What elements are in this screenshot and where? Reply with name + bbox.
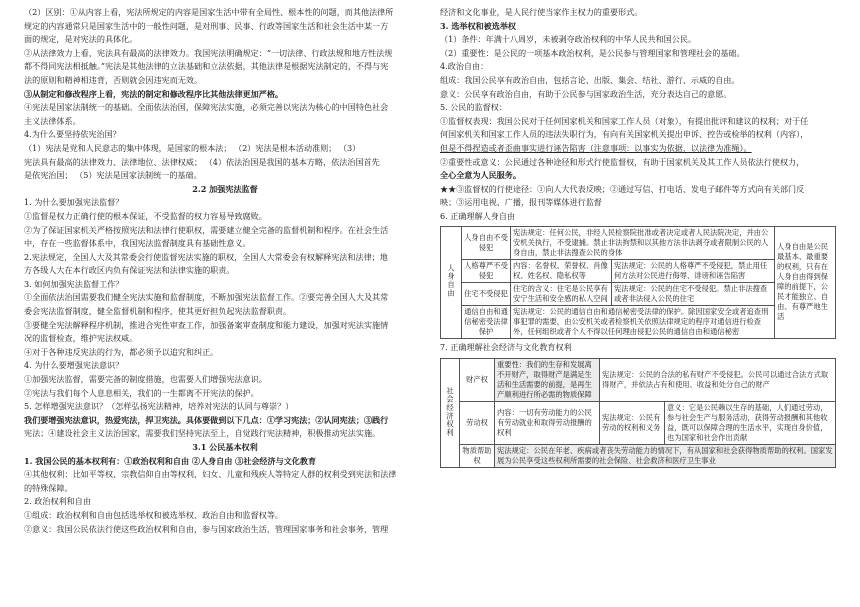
table-cell: 人格尊严不受侵犯 [462, 259, 511, 282]
text-line: 1. 为什么要加强宪法监督？ [24, 197, 124, 208]
text-line: ①组成：政治权利和自由包括选举权和被选举权、政治自由和监督权等。 [24, 509, 284, 520]
text-line: 宪法；④建设社会主义法治国家，需要我们坚持宪法至上，自觉践行宪法精神，积极推动宪法实施。 [24, 428, 381, 439]
text-line: 规定的内容通常只是国家生活中的一般性问题，是对刑事、民事、行政等国家生活和社会生活中某一方 [24, 20, 389, 31]
personal-freedom-table [440, 226, 836, 339]
table-cell: 劳动权 [460, 402, 495, 445]
text-line: 意义：公民享有政治自由，有助于公民参与国家政治生活，充分表达自己的意愿。 [440, 88, 732, 99]
table-cell: 宪法规定：公民的合法的私有财产不受侵犯。公民可以通过合法方式取得财产，并依法占有和使用、收益和处分自己的财产 [600, 359, 836, 402]
table-cell: 宪法规定：公民有劳动的权利和义务 [600, 402, 665, 445]
text-line: 的特殊保障。 [24, 482, 73, 493]
table-cell: 重要性：我们的生存和发展离不开财产，取得财产是满足生活和生活需要的前提，是再生产顺利进行所必需的物质保障 [495, 359, 600, 402]
text-line: ④其他权利：比如平等权、宗教信仰自由等权利，妇女、儿童和残疾人等特定人群的权利受到宪法和法律 [24, 469, 397, 480]
text-line: 全心全意为人民服务。 [440, 170, 521, 181]
text-line: ②意义：我国公民依法行使这些政治权利和自由，参与国家政治生活，管理国家事务和社会事务，管理 [24, 523, 389, 534]
table-cell: 内容：名誉权、荣誉权、肖像权、姓名权、隐私权等 [511, 259, 612, 282]
text-line: 6. 正确理解人身自由 [440, 210, 516, 221]
text-line: 4.为什么要坚持依宪治国？ [24, 129, 121, 140]
text-line: 映；③运用电视、广播，报刊等媒体进行监督 [440, 197, 602, 208]
text-line: ②为了保证国家机关严格按照宪法和法律行使职权，需要建立健全完备的监督机制和程序。在社会生活 [24, 224, 389, 235]
table-cell: 财产权 [460, 359, 495, 402]
text-line: 组成：我国公民享有政治自由，包括言论、出版、集会、结社、游行、示威的自由。 [440, 74, 740, 85]
text-line: 主义法律体系。 [24, 115, 81, 126]
table-note: 人身自由是公民最基本、最重要的权利，只有在人身自由得到保障的前提下，公民才能独立、自由、有尊严地生活 [775, 226, 836, 338]
text-line: 都不得同宪法相抵触。”宪法是其他法律的立法基础和立法依据，其他法律是根据宪法制定的，不得与宪 [24, 61, 389, 72]
text-line: （2）区别：①从内容上看，宪法所规定的内容是国家生活中带有全局性、根本性的问题，而其他法律所 [24, 7, 394, 17]
table-cell: 内容：一切有劳动能力的公民有劳动就业和取得劳动报酬的权利 [495, 402, 600, 445]
text-line: 3. 选举权和被选举权 [440, 20, 517, 31]
text-line: 4. 为什么要增强宪法意识？ [24, 360, 124, 371]
text-line: ①加强宪法监督，需要完备的制度措施，也需要人们增强宪法意识。 [24, 374, 267, 385]
text-line: （1）宪法是党和人民意志的集中体现，是国家的根本法； （2）宪法是根本活动准则； （3） [24, 142, 361, 153]
text-line: 方各级人大在本行政区内负有保证宪法和法律实施的职责。 [24, 265, 235, 276]
text-line: 但是不得捏造或者歪曲事实进行诬告陷害（注意事项：以事实为依据，以法律为准绳）。 [440, 142, 752, 153]
text-line: ②重要性或意义：公民通过各种途径和形式行使监督权，有助于国家机关及其工作人员依法行使权力， [440, 156, 805, 167]
text-line: 1. 我国公民的基本权利有：①政治权利和自由 ②人身自由 ③社会经济与文化教育 [24, 455, 317, 466]
text-line: 4.政治自由： [440, 61, 489, 72]
text-line: 5. 怎样增强宪法意识？（怎样弘扬宪法精神，培养对宪法的认同与尊崇？） [24, 401, 294, 412]
table-cell: 宪法规定：公民的人格尊严不受侵犯，禁止用任何方法对公民进行侮辱、诽谤和诬告陷害 [612, 259, 775, 282]
table-cell: 住宅不受侵犯 [462, 282, 511, 305]
table-cell: 意义：它是公民赖以生存的基础，人们通过劳动，参与社会生产与服务活动，获得劳动报酬和其他收益，既可以保障合理的生活水平，实现自身价值，也为国家和社会作出贡献 [665, 402, 836, 445]
table-cell: 通信自由和通信秘密受法律保护 [462, 305, 511, 338]
left-column [24, 6, 426, 536]
table-cell: 宪法规定：公民的通信自由和通信秘密受法律的保护。除因国家安全或者追查刑事犯罪的需要，由公安机关或者检察机关依照法律规定的程序对通信进行检查外，任何组织或者个人不得以任何理由侵犯公民的通信自由和通信秘密 [511, 305, 775, 338]
text-line: ③要健全宪法解释程序机制，推进合宪性审查工作，加强备案审查制度和能力建设，加强对宪法实施情 [24, 319, 389, 330]
text-line: （2）重要性：是公民的一项基本政治权利，是公民参与管理国家和管理社会的基础。 [440, 47, 745, 58]
table-cell: 人身自由不受侵犯 [462, 226, 511, 259]
text-line: 2. 政治权利和自由 [24, 496, 91, 507]
text-line: ④对于各种违反宪法的行为，都必须予以追究和纠正。 [24, 346, 219, 357]
economic-rights-table [440, 358, 836, 468]
text-line: 宪法具有最高的法律效力、法律地位、法律权威； （4）依法治国是我国的基本方略，依法治国首先 [24, 156, 380, 167]
text-line: 委会宪法监督制度，健全监督机制和程序，使其更好担负起宪法监督职责。 [24, 306, 292, 317]
text-line: 7. 正确理解社会经济与文化教育权利 [440, 341, 572, 352]
text-line: ②从法律效力上看，宪法具有最高的法律效力。我国宪法明确规定：“一切法律、行政法规和地方性法规 [24, 47, 393, 58]
section-heading: 2.2 加强宪法监督 [192, 183, 258, 194]
text-line: ①全面依法治国需要我们健全宪法实施和监督制度，不断加强宪法监督工作。②要完善全国人大及其常 [24, 292, 389, 303]
table-side-label: 社会经济权利 [446, 386, 455, 437]
table-cell: 宪法规定：公民在年老、疾病或者丧失劳动能力的情况下，有从国家和社会获得物质帮助的权利。国家发展为公民享受这些权利所需要的社会保险、社会救济和医疗卫生事业 [495, 445, 836, 468]
table-cell: 宪法规定：任何公民，非经人民检察院批准或者决定或者人民法院决定，并由公安机关执行，不受逮捕。禁止非法拘禁和以其他方法非法剥夺或者限制公民的人身自由，禁止非法搜查公民的身体 [511, 226, 775, 259]
text-line: ③从制定和修改程序上看，宪法的制定和修改程序比其他法律更加严格。 [24, 88, 284, 99]
text-line: 经济和文化事业，是人民行使当家作主权力的重要形式。 [440, 7, 643, 17]
text-line: （1）条件：年满十八周岁，未被剥夺政治权利的中华人民共和国公民。 [440, 34, 697, 45]
text-line: ①监督是权力正确行使的根本保证，不受监督的权力容易导致腐败。 [24, 210, 267, 221]
text-line: 何国家机关和国家工作人员的违法失职行为，有向有关国家机关提出申诉、控告或检举的权利（内容）， [440, 129, 809, 140]
text-line: 3. 如何加强宪法监督工作？ [24, 278, 124, 289]
table-cell: 宪法规定：公民的住宅不受侵犯。禁止非法搜查或者非法侵入公民的住宅 [612, 282, 775, 305]
table-cell: 住宅的含义：住宅是公民享有安宁生活和安全感的私人空间 [511, 282, 612, 305]
text-line: ①监督权表现：我国公民对于任何国家机关和国家工作人员（对象），有提出批评和建议的权利；对于任 [440, 115, 809, 126]
text-line: ★★③监督权的行使途径：①向人大代表反映；②通过写信、打电话、发电子邮件等方式向有关部门反 [440, 183, 805, 194]
table-cell: 物质帮助权 [460, 445, 495, 468]
text-line: 况的监督检查，维护宪法权威。 [24, 333, 138, 344]
text-line: 法的原则和精神相违背，否则就会因违宪而无效。 [24, 74, 203, 85]
text-line: 中，存在一些监督体系中，我国宪法监督制度具有基础性意义。 [24, 238, 251, 249]
table-side-label: 人身自由 [447, 263, 456, 298]
section-heading: 3.1 公民基本权利 [192, 442, 258, 452]
text-line: 我们要增强宪法意识，热爱宪法，捍卫宪法。具体要做到以下几点：①学习宪法；②认同宪法；③践行 [24, 414, 389, 425]
text-line: 是依宪治国； （5）宪法是国家法制统一的基础。 [24, 170, 202, 181]
text-line: 5. 公民的监督权： [440, 102, 507, 113]
text-line: ②宪法与我们每个人息息相关，我们的一生都离不开宪法的保护。 [24, 387, 259, 398]
right-column [440, 6, 842, 470]
text-line: 面的规定，是对宪法的具体化。 [24, 34, 138, 45]
text-line: 2.宪法规定，全国人大及其常委会行使监督宪法实施的职权，全国人大常委会有权解释宪法和法律；地 [24, 251, 388, 262]
text-line: ④宪法是国家法制统一的基础。全面依法治国，保障宪法实施，必须完善以宪法为核心的中国特色社会 [24, 102, 389, 113]
